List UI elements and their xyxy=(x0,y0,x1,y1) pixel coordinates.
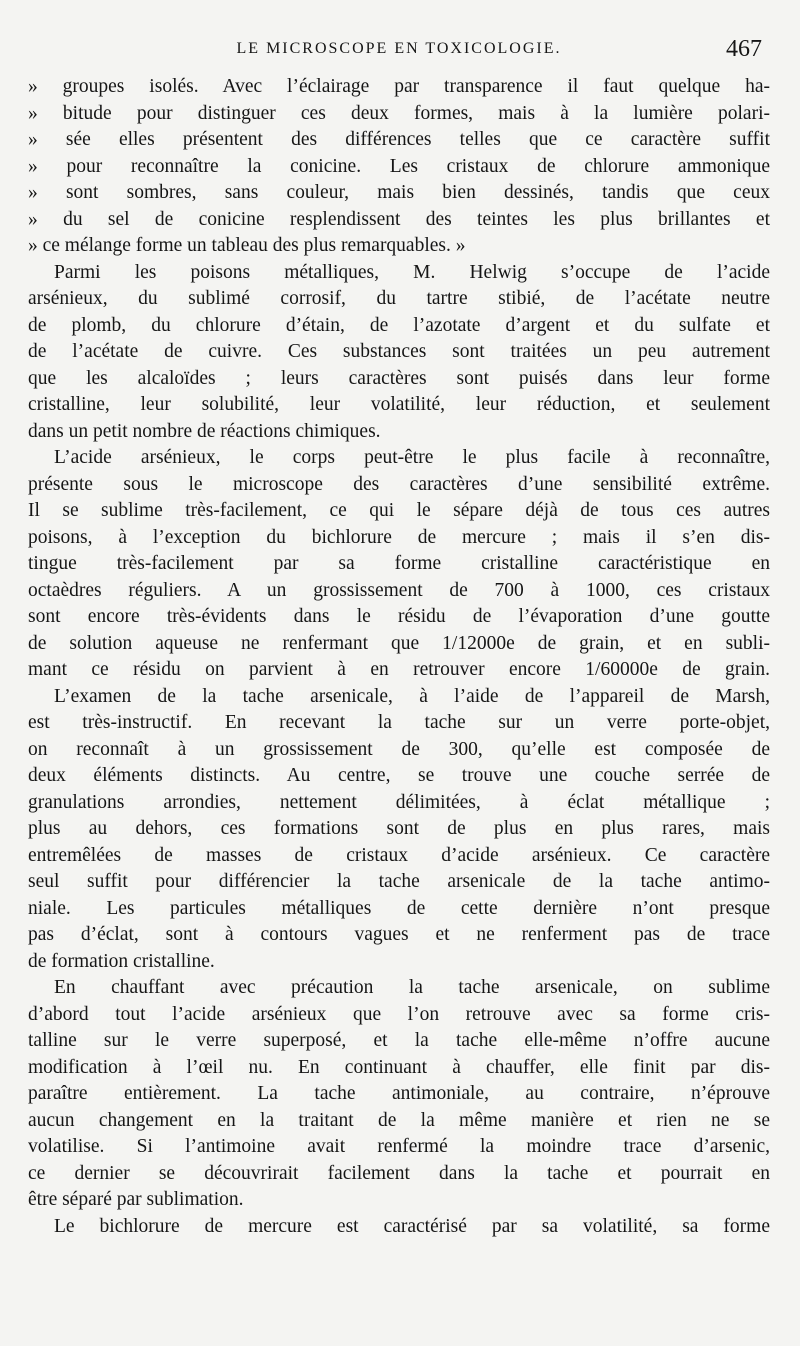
text-line: » sont sombres, sans couleur, mais bien dessinés, tandis que ceux xyxy=(28,182,770,203)
text-line: » bitude pour distinguer ces deux formes, mais à la lumière polari- xyxy=(28,102,770,124)
text-line: de solution aqueuse ne renfermant que 1/12000e de grain, et en subli- xyxy=(28,632,770,654)
text-line: En chauffant avec précaution la tache arsenicale, on sublime xyxy=(54,977,770,998)
text-line: Parmi les poisons métalliques, M. Helwig s’occupe de l’acide xyxy=(54,261,770,283)
text-line: L’acide arsénieux, le corps peut-être le plus facile à reconnaître, xyxy=(54,447,770,468)
page-header xyxy=(30,36,768,68)
text-line: de l’acétate de cuivre. Ces substances sont traitées un peu autrement xyxy=(28,341,770,362)
text-line: pas d’éclat, sont à contours vagues et ne renferment pas de trace xyxy=(28,924,770,945)
text-line: » du sel de conicine resplendissent des teintes les plus brillantes et xyxy=(28,208,770,230)
text-line: deux éléments distincts. Au centre, se trouve une couche serrée de xyxy=(28,765,770,786)
text-line: ce dernier se découvrirait facilement dans la tache et pourrait en xyxy=(28,1162,770,1184)
text-line: que les alcaloïdes ; leurs caractères sont puisés dans leur forme xyxy=(28,367,770,389)
text-line: cristalline, leur solubilité, leur volatilité, leur réduction, et seulement xyxy=(28,394,770,415)
text-line: poisons, à l’exception du bichlorure de mercure ; mais il s’en dis- xyxy=(28,526,770,548)
text-line: L’examen de la tache arsenicale, à l’aide de l’appareil de Marsh, xyxy=(54,685,770,707)
text-line: » sée elles présentent des différences telles que ce caractère suffit xyxy=(28,129,770,150)
text-line: talline sur le verre superposé, et la tache elle-même n’offre aucune xyxy=(28,1030,770,1051)
text-line: volatilise. Si l’antimoine avait renfermé la moindre trace d’arsenic, xyxy=(28,1136,770,1157)
body-text xyxy=(28,74,770,1240)
text-line: être séparé par sublimation. xyxy=(28,1189,244,1210)
text-line: présente sous le microscope des caractères d’une sensibilité extrême. xyxy=(28,473,770,495)
text-line: de formation cristalline. xyxy=(28,950,215,972)
text-line: de plomb, du chlorure d’étain, de l’azotate d’argent et du sulfate et xyxy=(28,314,770,336)
text-line: niale. Les particules métalliques de cette dernière n’ont presque xyxy=(28,897,770,919)
text-line: est très-instructif. En recevant la tache sur un verre porte-objet, xyxy=(28,712,770,733)
text-line: arsénieux, du sublimé corrosif, du tartre stibié, de l’acétate neutre xyxy=(28,288,770,309)
text-line: dans un petit nombre de réactions chimiques. xyxy=(28,420,381,442)
text-line: mant ce résidu on parvient à en retrouver encore 1/60000e de grain. xyxy=(28,659,770,680)
text-line: seul suffit pour différencier la tache arsenicale de la tache antimo- xyxy=(28,871,770,892)
text-line: Il se sublime très-facilement, ce qui le sépare déjà de tous ces autres xyxy=(28,500,770,521)
text-line: paraître entièrement. La tache antimoniale, au contraire, n’éprouve xyxy=(28,1083,770,1104)
text-line: sont encore très-évidents dans le résidu de l’évaporation d’une goutte xyxy=(28,606,770,627)
text-line: » ce mélange forme un tableau des plus remarquables. » xyxy=(28,235,466,256)
running-title: LE MICROSCOPE EN TOXICOLOGIE. xyxy=(236,40,562,57)
text-line: » pour reconnaître la conicine. Les cristaux de chlorure ammonique xyxy=(28,155,770,177)
text-line: on reconnaît à un grossissement de 300, qu’elle est composée de xyxy=(28,738,770,760)
text-line: entremêlées de masses de cristaux d’acide arsénieux. Ce caractère xyxy=(28,844,770,866)
text-line: plus au dehors, ces formations sont de plus en plus rares, mais xyxy=(28,818,770,839)
text-line: Le bichlorure de mercure est caractérisé par sa volatilité, sa forme xyxy=(54,1215,770,1237)
page-number: 467 xyxy=(726,36,762,62)
text-line: d’abord tout l’acide arsénieux que l’on retrouve avec sa forme cris- xyxy=(28,1003,770,1025)
text-line: aucun changement en la traitant de la même manière et rien ne se xyxy=(28,1109,770,1131)
text-line: » groupes isolés. Avec l’éclairage par transparence il faut quelque ha- xyxy=(28,76,770,97)
text-line: modification à l’œil nu. En continuant à chauffer, elle finit par dis- xyxy=(28,1056,770,1078)
text-line: tingue très-facilement par sa forme cristalline caractéristique en xyxy=(28,553,770,574)
text-line: octaèdres réguliers. A un grossissement de 700 à 1000, ces cristaux xyxy=(28,579,770,601)
text-line: granulations arrondies, nettement délimitées, à éclat métallique ; xyxy=(28,791,770,813)
